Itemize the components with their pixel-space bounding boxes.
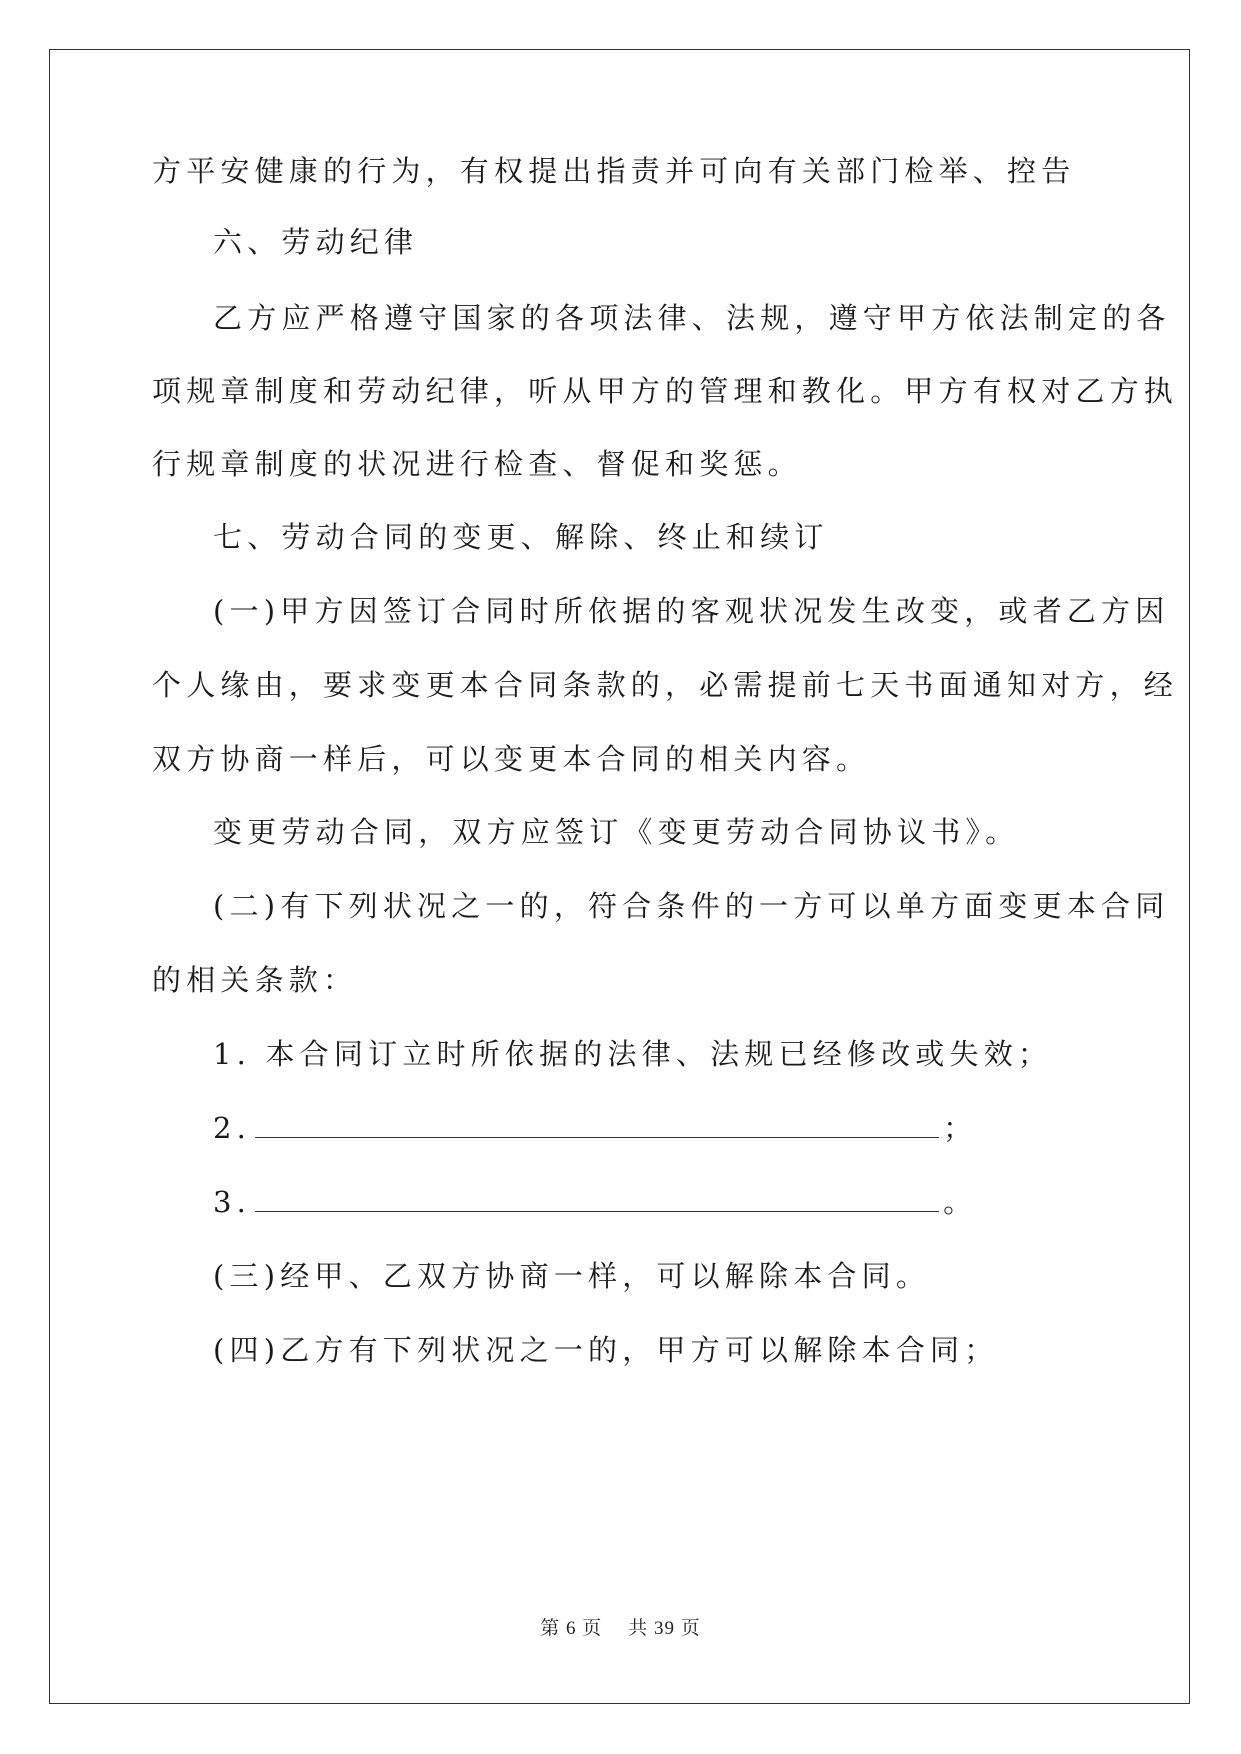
paragraph-line: 行规章制度的状况进行检查、督促和奖惩。 — [152, 447, 802, 481]
fill-in-blank[interactable] — [255, 1111, 939, 1138]
page-number: 第 6 页 — [540, 1618, 603, 1639]
paragraph-line: (一)甲方因签订合同时所依据的客观状况发生改变，或者乙方因 — [213, 594, 1170, 628]
paragraph-line: 双方协商一样后，可以变更本合同的相关内容。 — [152, 742, 871, 776]
paragraph-line: (四)乙方有下列状况之一的，甲方可以解除本合同； — [213, 1333, 999, 1367]
list-item-number: 2. — [213, 1111, 252, 1145]
paragraph-line: (二)有下列状况之一的，符合条件的一方可以单方面变更本合同 — [213, 889, 1170, 923]
page-border — [49, 49, 1190, 1704]
page-total: 共 39 页 — [628, 1618, 701, 1639]
fill-in-blank[interactable] — [255, 1185, 939, 1212]
section-heading-6: 六、劳动纪律 — [213, 225, 419, 259]
paragraph-line: 变更劳动合同，双方应签订《变更劳动合同协议书》。 — [213, 815, 1020, 849]
page-footer — [0, 1613, 1241, 1640]
blank-list-item — [213, 1184, 977, 1220]
list-item-end-punct: ； — [943, 1111, 978, 1145]
paragraph-line: (三)经甲、乙双方协商一样，可以解除本合同。 — [213, 1259, 931, 1293]
paragraph-line: 的相关条款： — [152, 963, 358, 997]
paragraph-line: 项规章制度和劳动纪律，听从甲方的管理和教化。甲方有权对乙方执 — [152, 374, 1179, 408]
paragraph-line: 个人缘由，要求变更本合同条款的，必需提前七天书面通知对方，经 — [152, 668, 1179, 702]
list-item-end-punct: 。 — [943, 1185, 978, 1219]
list-item: 1. 本合同订立时所依据的法律、法规已经修改或失效； — [213, 1037, 1053, 1071]
section-heading-7: 七、劳动合同的变更、解除、终止和续订 — [213, 520, 829, 554]
list-item-number: 3. — [213, 1185, 252, 1219]
blank-list-item — [213, 1110, 977, 1146]
paragraph-line: 乙方应严格遵守国家的各项法律、法规，遵守甲方依法制定的各 — [213, 301, 1171, 335]
paragraph-line: 方平安健康的行为，有权提出指责并可向有关部门检举、控告 — [152, 154, 1076, 188]
